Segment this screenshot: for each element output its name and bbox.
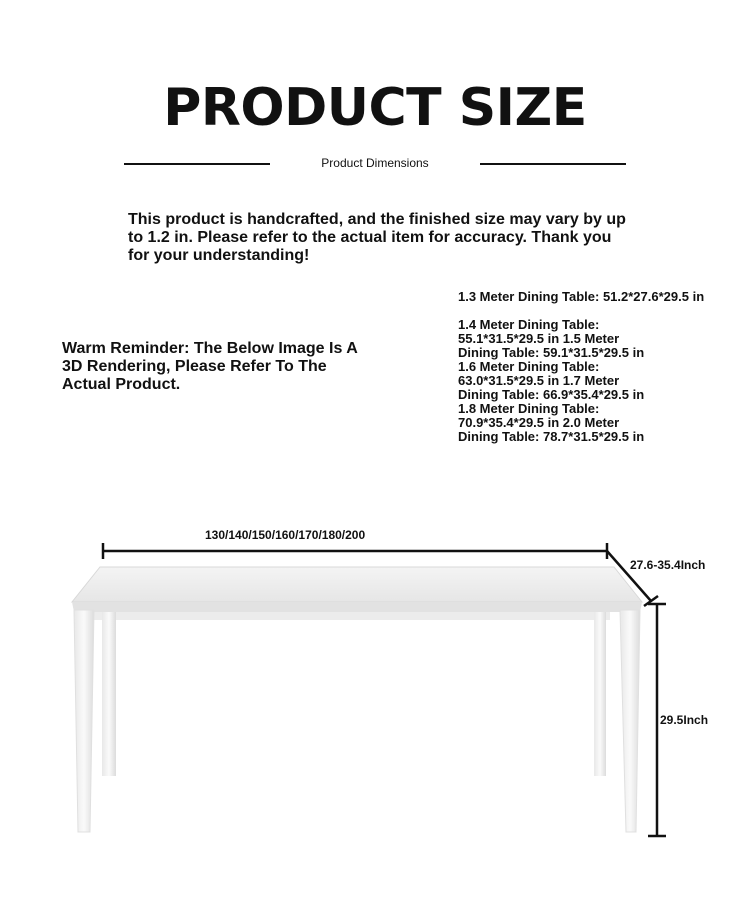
- size-spec-list: [458, 318, 658, 444]
- rendering-reminder: Warm Reminder: The Below Image Is A 3D Rendering, Please Refer To The Actual Product.: [62, 340, 358, 393]
- size-spec-line: 1.4 Meter Dining Table:: [458, 317, 600, 332]
- width-dimension-line: [103, 543, 607, 559]
- table-render: [72, 567, 642, 832]
- table-apron: [72, 602, 642, 612]
- height-dimension-label: 29.5Inch: [660, 713, 709, 727]
- size-spec-line: 70.9*35.4*29.5 in 2.0 Meter: [458, 415, 620, 430]
- size-spec-line: 1.8 Meter Dining Table:: [458, 401, 600, 416]
- table-leg-back-right: [594, 612, 606, 776]
- table-leg-back-left: [102, 612, 116, 776]
- depth-dimension-label: 27.6-35.4Inch: [630, 558, 706, 572]
- handcrafted-notice: This product is handcrafted, and the finished size may vary by up to 1.2 in. Please refer to the actual item for accuracy. Thank you for your understanding!: [128, 211, 626, 264]
- table-leg-front-left: [74, 610, 94, 832]
- size-spec-first: 1.3 Meter Dining Table: 51.2*27.6*29.5 in: [458, 289, 705, 304]
- size-spec-line: 1.6 Meter Dining Table:: [458, 359, 600, 374]
- size-spec-line: 55.1*31.5*29.5 in 1.5 Meter: [458, 331, 620, 346]
- size-spec-line: Dining Table: 78.7*31.5*29.5 in: [458, 429, 645, 444]
- size-spec-line: 63.0*31.5*29.5 in 1.7 Meter: [458, 373, 620, 388]
- table-apron-rail: [90, 612, 610, 620]
- page-title: PRODUCT SIZE: [163, 78, 587, 138]
- width-dimension-label: 130/140/150/160/170/180/200: [205, 528, 366, 542]
- size-spec-line: Dining Table: 59.1*31.5*29.5 in: [458, 345, 645, 360]
- table-leg-front-right: [620, 610, 640, 832]
- size-spec-line: Dining Table: 66.9*35.4*29.5 in: [458, 387, 645, 402]
- table-top: [72, 567, 642, 602]
- subtitle: Product Dimensions: [321, 156, 429, 170]
